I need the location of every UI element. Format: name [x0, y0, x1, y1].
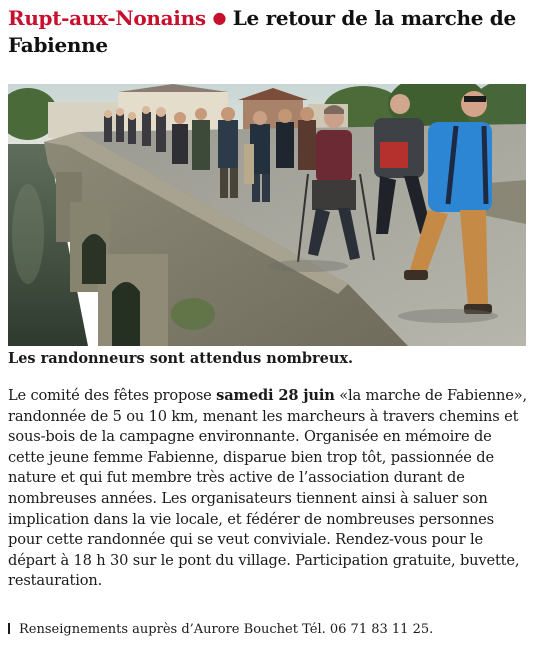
headline-title: Le retour de la marche de Fabienne [8, 6, 516, 57]
headline-bullet: ● [212, 8, 227, 27]
article-photo [8, 84, 526, 346]
info-line [8, 620, 532, 640]
info-bar [8, 623, 10, 634]
headline-place: Rupt-aux-Nonains [8, 6, 206, 30]
info-text: Renseignements auprès d’Aurore Bouchet Tél. 06 71 83 11 25. [19, 622, 434, 637]
body-date: samedi 28 juin [216, 387, 335, 404]
article-body [8, 386, 530, 592]
headline [8, 4, 532, 59]
photo-caption: Les randonneurs sont attendus nombreux. [8, 350, 354, 367]
body-intro: Le comité des fêtes propose [8, 387, 217, 404]
body-text: «la marche de Fabienne», randonnée de 5 ou 10 km, menant les marcheurs à travers chemins et sous-bois de la campagne environnante. Organisée en mémoire de cette jeune femme Fabienne, disparue bien trop tôt, passionnée de nature et qui fut membre très active de l’association durant de nombreuses années. Les organisateurs tiennent ainsi à saluer son implication dans la vie locale, et fédérer de nombreuses personnes pour cette randonnée qui se veut conviviale. Rendez-vous pour le départ à 18 h 30 sur le pont du village. Participation gratuite, buvette, restauration. [8, 387, 528, 590]
